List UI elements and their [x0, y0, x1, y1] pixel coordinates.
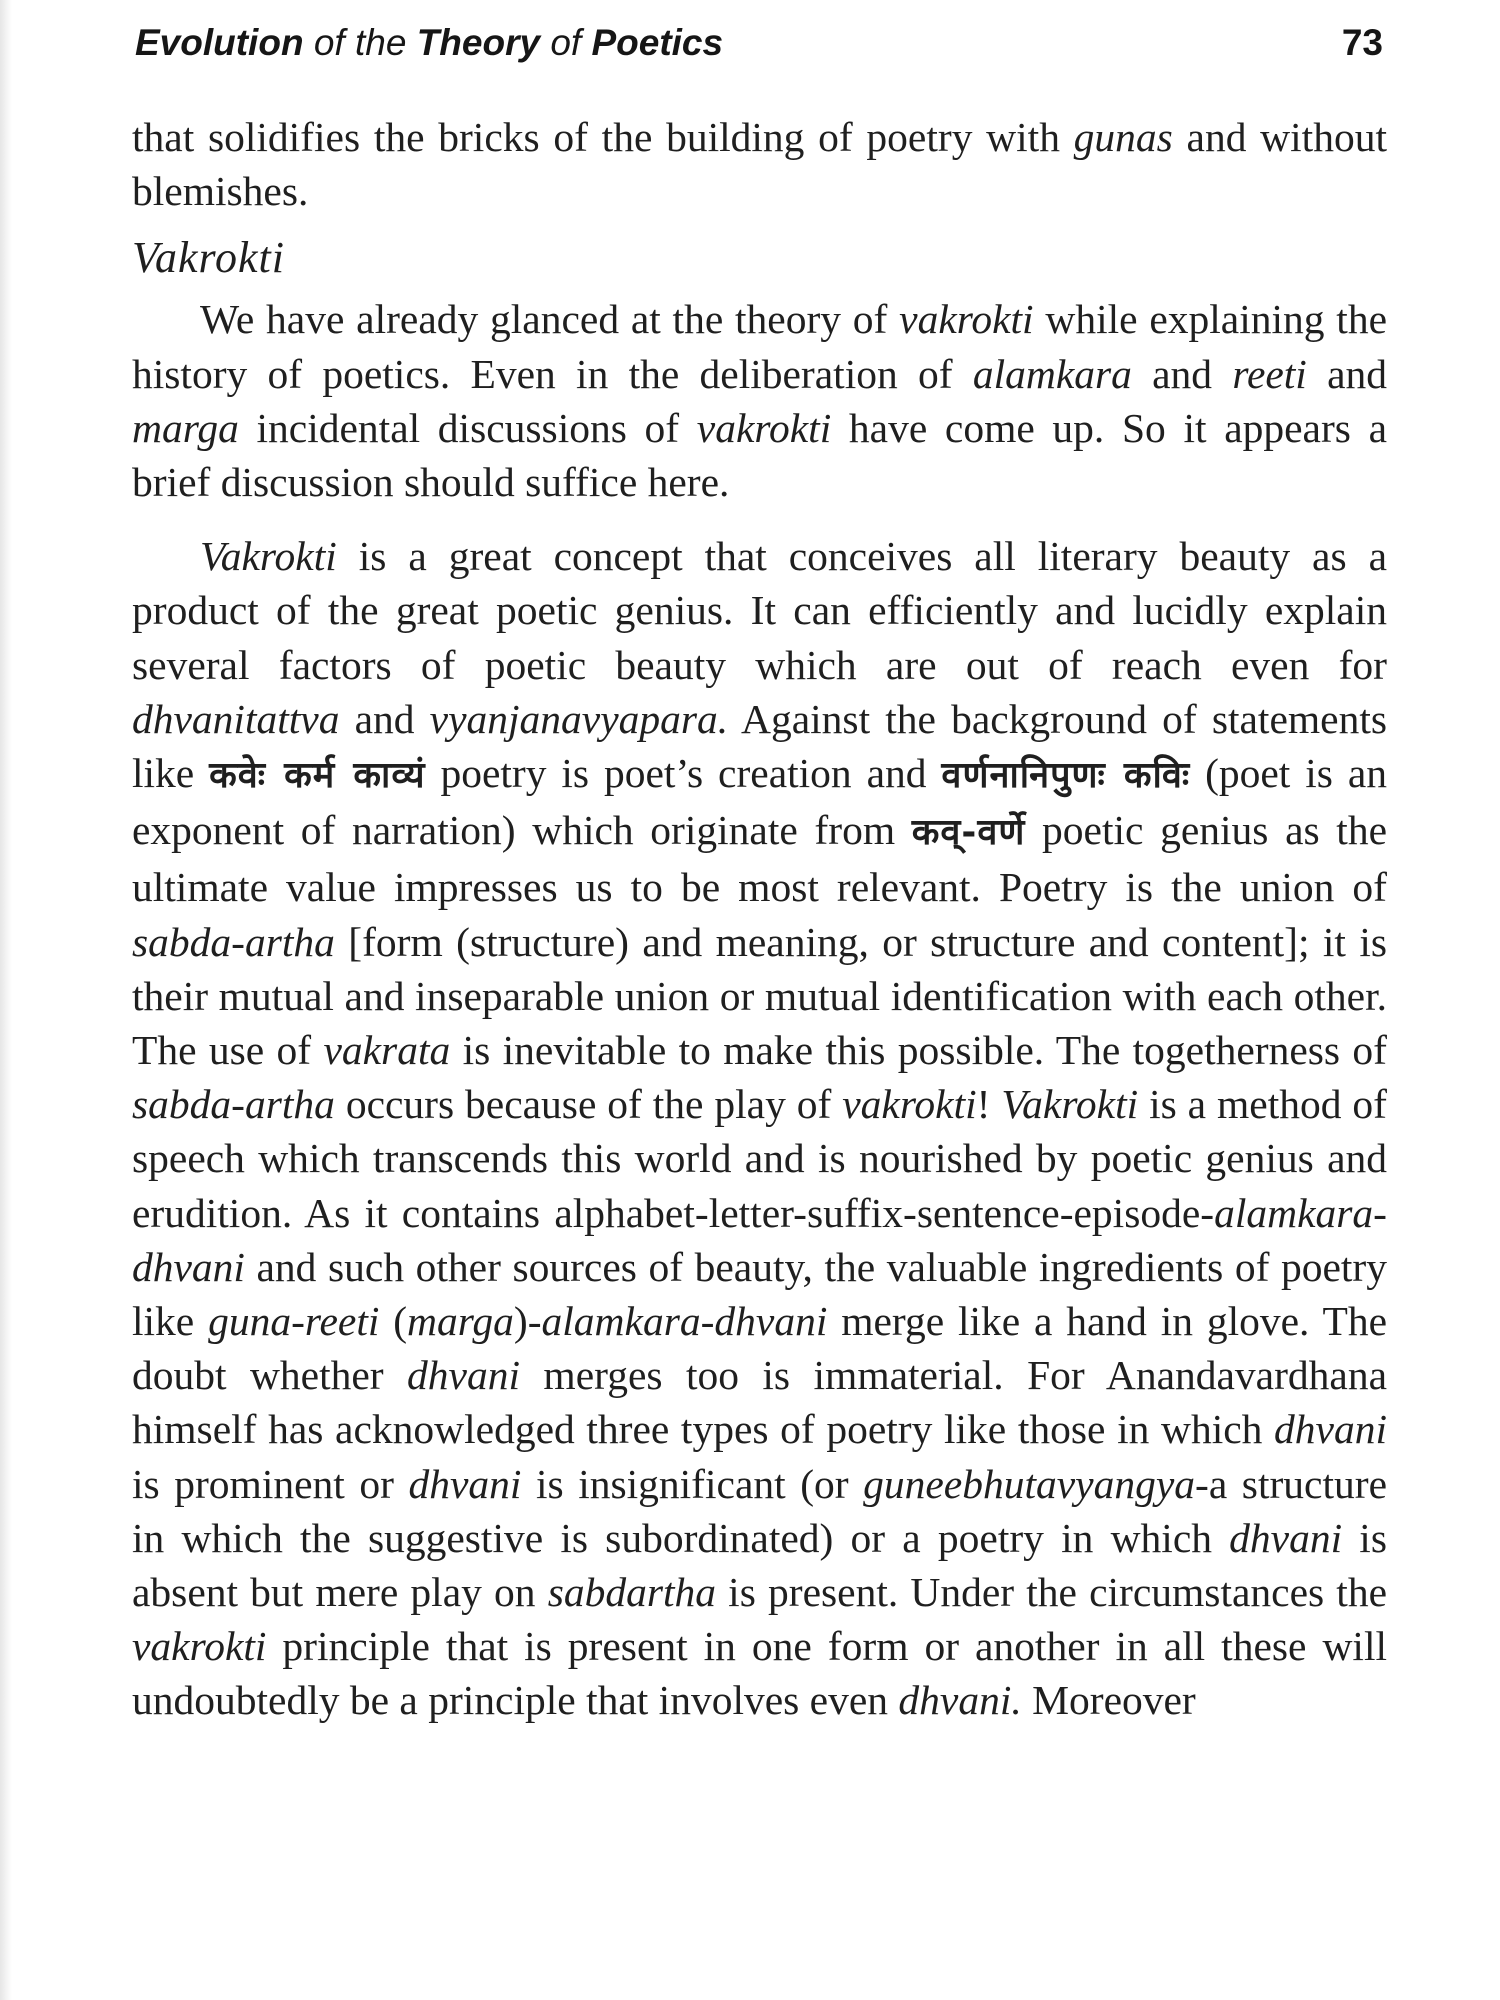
- paragraph-gap: [132, 509, 1387, 529]
- paragraph-1: that solidifies the bricks of the building of poetry with gunas and without blemishes.: [132, 114, 1387, 215]
- sanskrit-phrase-3: कव्-वर्णे: [911, 812, 1026, 854]
- sanskrit-phrase-1: कवेः कर्म काव्यं: [209, 755, 426, 797]
- paragraph-3: Vakrokti is a great concept that conceives all literary beauty as a product of the great poetic genius. It can efficiently and lucidly explain several factors of poetic beauty which are out of reach even for dhvanitattva and vyanjanavyapara. Against the background of statements like कवेः कर्म काव्यं poetry is poet’s creation and वर्णनानिपुणः कविः (poet is an exponent of narration) which originate from कव्-वर्णे poetic genius as the ultimate value impresses us to be most relevant. Poetry is the union of sabda-artha [form (structure) and meaning, or structure and content]; it is their mutual and inseparable union or mutual identification with each other. The use of vakrata is inevitable to make this possible. The togetherness of sabda-artha occurs because of the play of vakrokti! Vakrokti is a method of speech which transcends this world and is nourished by poetic genius and erudition. As it contains alphabet-letter-suffix-sentence-episode-alamkara-dhvani and such other sources of beauty, the valuable ingredients of poetry like guna-reeti (marga)-alamkara-dhvani merge like a hand in glove. The doubt whether dhvani merges too is immaterial. For Anandavardhana himself has acknowledged three types of poetry like those in which dhvani is prominent or dhvani is insignificant (or guneebhutavyangya-a structure in which the suggestive is subordinated) or a poetry in which dhvani is absent but mere play on sabdartha is present. Under the circumstances the vakrokti principle that is present in one form or another in all these will undoubtedly be a principle that involves even dhvani. Moreover: [132, 533, 1388, 1724]
- paragraph-2: We have already glanced at the theory of vakrokti while explaining the history of poetics. Even in the deliberation of alamkara and reeti and marga incidental discussions of vakrokti have come up. So it appears a brief discussion should suffice here.: [132, 296, 1388, 506]
- section-heading: Vakrokti: [132, 233, 285, 283]
- running-header: [135, 22, 1383, 72]
- page-number: 73: [1341, 22, 1383, 63]
- body-text: [132, 110, 1387, 1728]
- binding-shadow: [0, 0, 12, 2000]
- running-header-title: Evolution of the Theory of Poetics: [135, 22, 724, 63]
- sanskrit-phrase-2: वर्णनानिपुणः कविः: [941, 755, 1191, 797]
